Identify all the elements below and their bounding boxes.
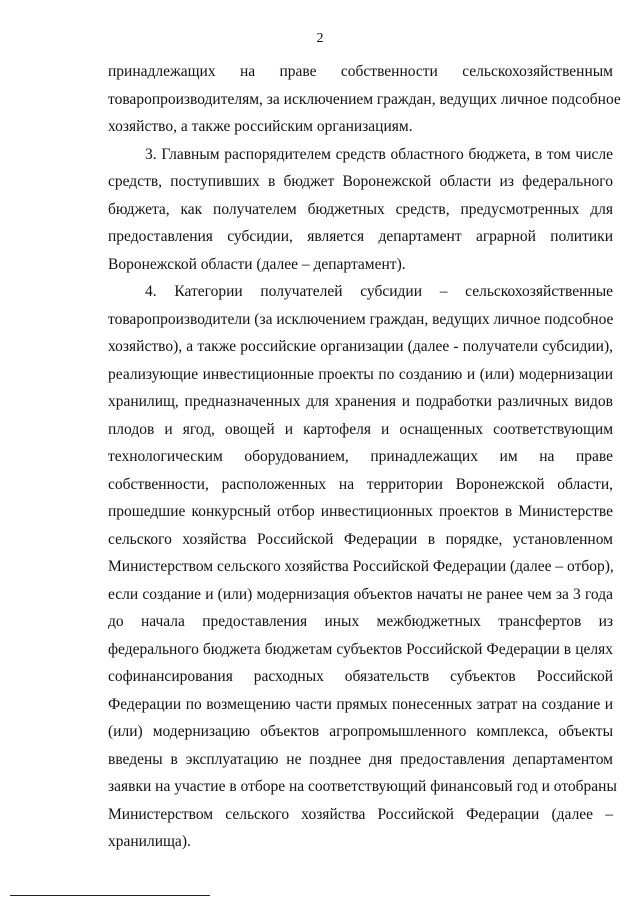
text-line: хранилищ, предназначенных для хранения и подработки различных видов bbox=[108, 393, 613, 410]
text-line: реализующие инвестиционные проекты по созданию и (или) модернизации bbox=[108, 365, 613, 383]
text-line: хозяйство, а также российским организациям. bbox=[108, 118, 413, 135]
page-number: 2 bbox=[316, 31, 324, 46]
text-line: бюджета, как получателем бюджетных средств, предусмотренных для bbox=[108, 200, 613, 218]
document-body bbox=[108, 58, 621, 856]
text-line: принадлежащих на праве собственности сельскохозяйственным bbox=[108, 63, 613, 80]
text-line: технологическим оборудованием, принадлежащих им на праве bbox=[108, 448, 613, 465]
text-line: хранилища). bbox=[108, 833, 191, 850]
footer-rule bbox=[10, 895, 210, 896]
text-line: заявки на участие в отборе на соответствующий финансовый год и отобраны bbox=[108, 778, 617, 795]
text-line: товаропроизводителям, за исключением граждан, ведущих личное подсобное bbox=[108, 90, 621, 108]
text-line: (или) модернизацию объектов агропромышленного комплекса, объекты bbox=[108, 723, 613, 740]
text-line: федерального бюджета бюджетам субъектов Российской Федерации в целях bbox=[108, 640, 613, 658]
text-line: предоставления субсидии, является департамент аграрной политики bbox=[108, 228, 613, 245]
text-line: Федерации по возмещению части прямых понесенных затрат на создание и bbox=[108, 695, 613, 713]
text-line: Воронежской области (далее – департамент). bbox=[108, 255, 406, 273]
text-line: средств, поступивших в бюджет Воронежской области из федерального bbox=[108, 173, 613, 190]
text-line: софинансирования расходных обязательств субъектов Российской bbox=[108, 668, 613, 685]
text-line: Министерством сельского хозяйства Российской Федерации (далее – bbox=[108, 805, 613, 823]
text-line: введены в эксплуатацию не позднее дня предоставления департаментом bbox=[108, 750, 613, 768]
text-line: хозяйство), а также российские организации (далее - получатели субсидии), bbox=[108, 338, 613, 355]
text-line: 4. Категории получателей субсидии – сельскохозяйственные bbox=[145, 283, 613, 300]
text-line: плодов и ягод, овощей и картофеля и оснащенных соответствующим bbox=[108, 420, 613, 438]
text-line: сельского хозяйства Российской Федерации в порядке, установленном bbox=[108, 530, 613, 548]
text-line: Министерством сельского хозяйства Российской Федерации (далее – отбор), bbox=[108, 558, 614, 575]
text-line: до начала предоставления иных межбюджетных трансфертов из bbox=[108, 613, 613, 630]
text-line: если создание и (или) модернизация объектов начаты не ранее чем за 3 года bbox=[108, 585, 613, 603]
text-line: 3. Главным распорядителем средств областного бюджета, в том числе bbox=[145, 145, 613, 163]
text-line: товаропроизводители (за исключением граждан, ведущих личное подсобное bbox=[108, 310, 614, 328]
text-line: прошедшие конкурсный отбор инвестиционных проектов в Министерстве bbox=[108, 503, 613, 520]
text-line: собственности, расположенных на территории Воронежской области, bbox=[108, 475, 613, 493]
